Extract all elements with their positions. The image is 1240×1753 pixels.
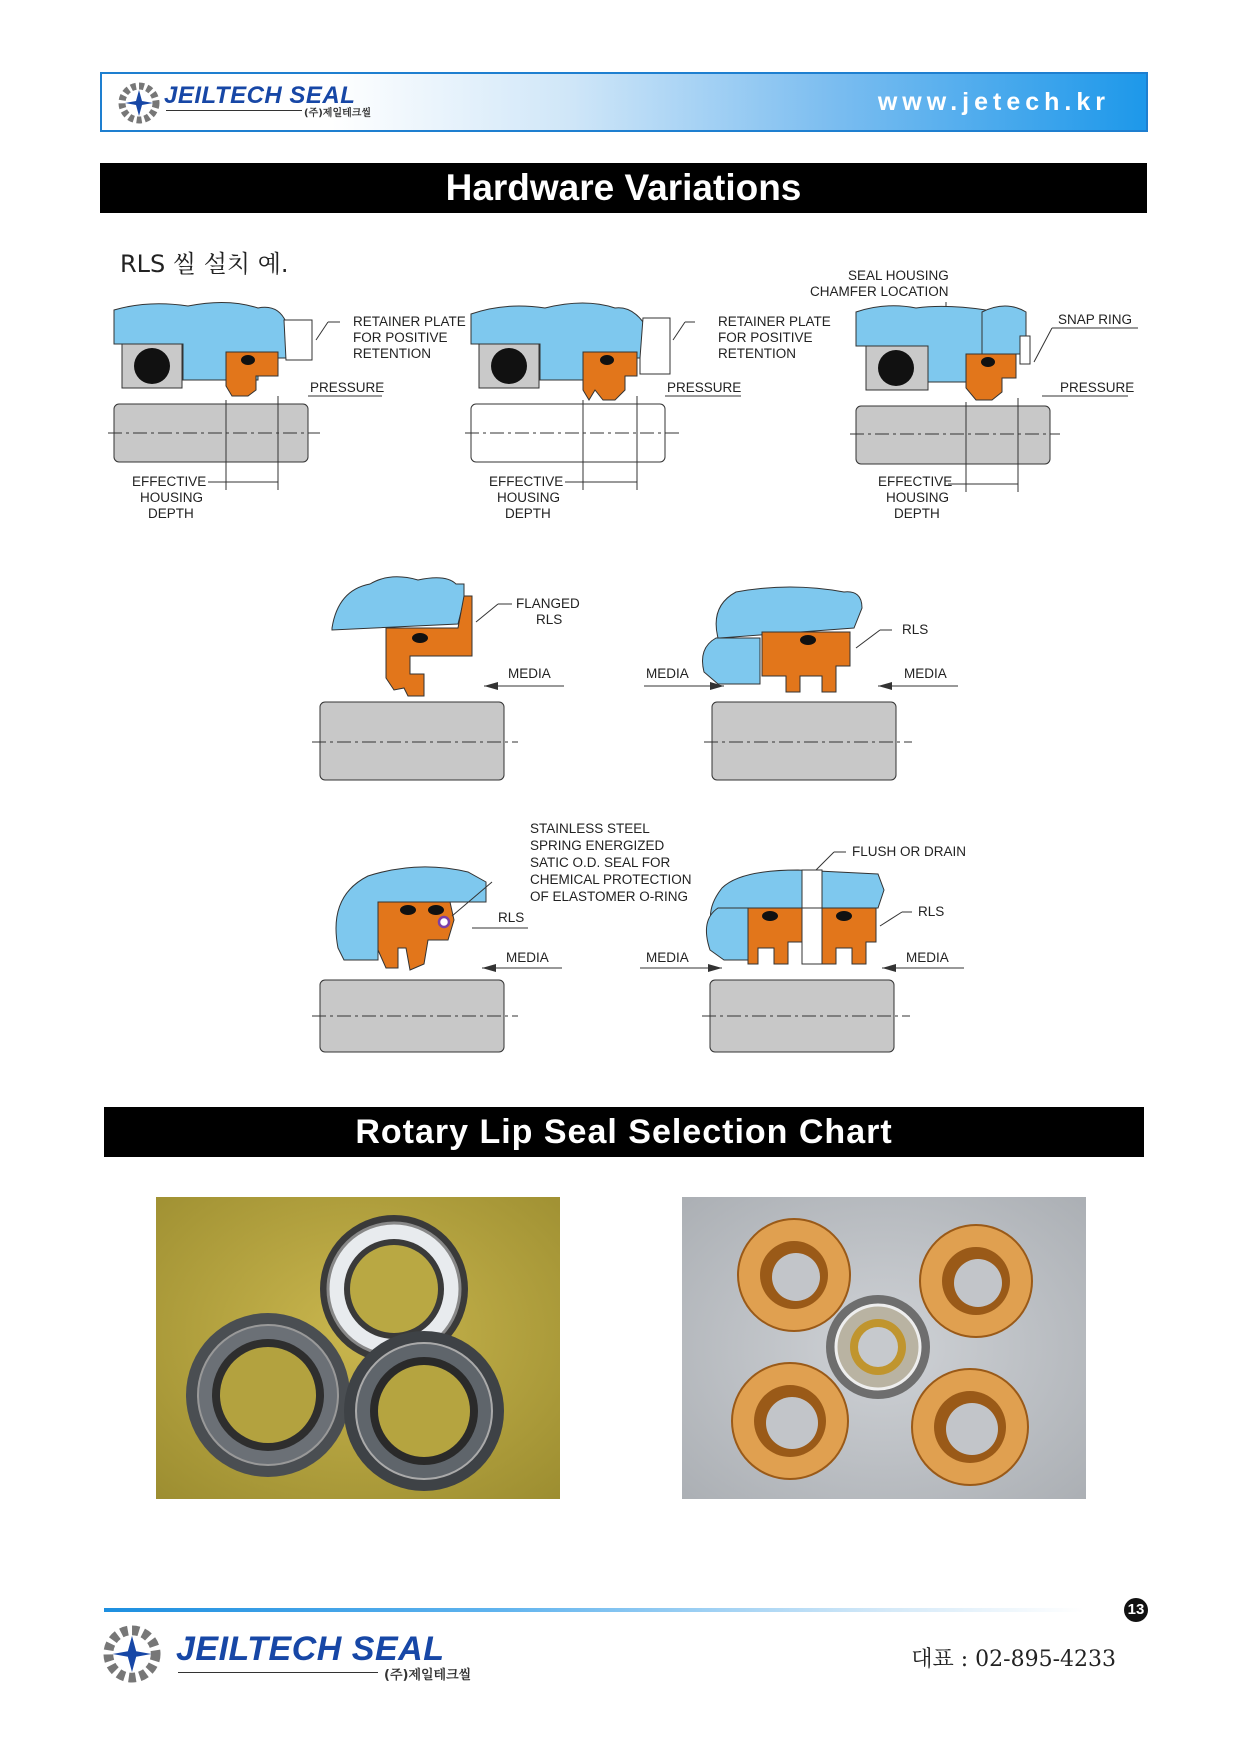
photo-orange-seals [682, 1197, 1086, 1499]
label-stainless-line5: OF ELASTOMER O-RING [530, 889, 689, 904]
label-effective-line2: HOUSING [140, 490, 204, 505]
label-stainless-line4: CHEMICAL PROTECTION [530, 872, 692, 887]
label-media-5-left: MEDIA [646, 666, 689, 681]
footer-phone: 대표 : 02-895-4233 [911, 1647, 1116, 1672]
section-title-hardware-variations: Hardware Variations [100, 163, 1147, 213]
label-effective-2-line3: DEPTH [505, 506, 551, 521]
footer-brand-sub: (주)제일테크씰 [384, 1668, 472, 1683]
label-media-7-right: MEDIA [906, 950, 949, 965]
label-retainer-plate-2-line1: RETAINER PLATE [718, 314, 831, 329]
label-retainer-plate-2-line3: RETENTION [718, 346, 797, 361]
label-effective-2-line2: HOUSING [497, 490, 561, 505]
label-retainer-plate-line3: RETENTION [353, 346, 432, 361]
label-media-4: MEDIA [508, 666, 551, 681]
label-media-7-left: MEDIA [646, 950, 689, 965]
section-subtitle: RLS 씰 설치 예. [120, 250, 289, 278]
label-effective-2-line1: EFFECTIVE [489, 474, 564, 489]
label-stainless-line1: STAINLESS STEEL [530, 821, 650, 836]
label-rls-6: RLS [498, 910, 525, 925]
header-brand-sub: (주)제일테크씰 [304, 108, 372, 119]
label-rls-5: RLS [902, 622, 929, 637]
label-effective-3-line1: EFFECTIVE [878, 474, 953, 489]
diagram-flanged-rls [308, 568, 598, 788]
diagram-flush-or-drain [630, 830, 990, 1060]
footer-brand-rule [178, 1672, 378, 1673]
label-snap-ring: SNAP RING [1058, 312, 1133, 327]
label-flush-or-drain: FLUSH OR DRAIN [852, 844, 967, 859]
label-effective-line1: EFFECTIVE [132, 474, 207, 489]
diagram-rls-double-lip [640, 568, 970, 788]
label-retainer-plate-line1: RETAINER PLATE [353, 314, 466, 329]
label-flanged-line1: FLANGED [516, 596, 580, 611]
label-chamfer-line2: CHAMFER LOCATION [810, 284, 949, 299]
gear-logo-icon [116, 80, 162, 126]
photo-metal-seals [156, 1197, 560, 1499]
label-retainer-plate-line2: FOR POSITIVE [353, 330, 448, 345]
label-pressure-2: PRESSURE [667, 380, 742, 395]
section-title-selection-chart: Rotary Lip Seal Selection Chart [104, 1107, 1144, 1157]
label-pressure-3: PRESSURE [1060, 380, 1135, 395]
diagram-snap-ring [806, 262, 1146, 532]
page-number: 13 [1124, 1598, 1148, 1622]
label-stainless-line2: SPRING ENERGIZED [530, 838, 665, 853]
website-url[interactable]: www.jetech.kr [877, 88, 1110, 116]
label-stainless-line3: SATIC O.D. SEAL FOR [530, 855, 671, 870]
label-media-5-right: MEDIA [904, 666, 947, 681]
diagram-retainer-plate-2 [465, 300, 845, 530]
header-banner [100, 72, 1148, 132]
footer-brand: JEILTECH SEAL [176, 1630, 445, 1668]
label-effective-3-line3: DEPTH [894, 506, 940, 521]
label-effective-line3: DEPTH [148, 506, 194, 521]
label-chamfer-line1: SEAL HOUSING [848, 268, 949, 283]
footer-rule [104, 1608, 1084, 1612]
label-effective-3-line2: HOUSING [886, 490, 950, 505]
label-retainer-plate-2-line2: FOR POSITIVE [718, 330, 813, 345]
label-media-6: MEDIA [506, 950, 549, 965]
header-brand-rule [166, 110, 302, 111]
label-pressure: PRESSURE [310, 380, 385, 395]
label-flanged-line2: RLS [536, 612, 563, 627]
diagram-retainer-plate-1 [108, 300, 488, 530]
footer-gear-logo-icon [100, 1622, 164, 1686]
label-rls-7: RLS [918, 904, 945, 919]
header-brand: JEILTECH SEAL [164, 82, 356, 109]
